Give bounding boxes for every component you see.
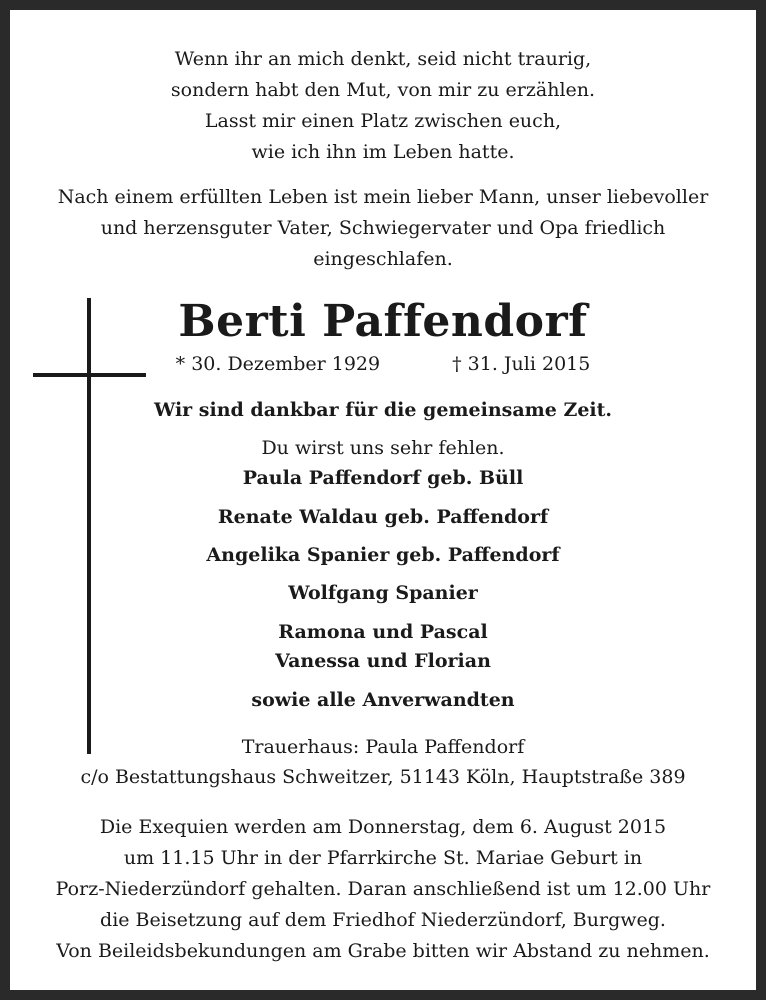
- deceased-name: Berti Paffendorf: [178, 296, 588, 347]
- funeral-line: Von Beileidsbekundungen am Grabe bitten wir Abstand zu nehmen.: [56, 940, 710, 962]
- poem-line: Lasst mir einen Platz zwischen euch,: [204, 110, 562, 132]
- poem-line: Wenn ihr an mich denkt, seid nicht traurig,: [174, 48, 592, 70]
- funeral-info: [0, 812, 766, 967]
- house-line: c/o Bestattungshaus Schweitzer, 51143 Köln, Hauptstraße 389: [80, 766, 686, 788]
- mourner-name: Ramona und Pascal: [278, 621, 488, 643]
- intro-text: [0, 182, 766, 275]
- mourner-name: Angelika Spanier geb. Paffendorf: [206, 544, 560, 566]
- mourner-name: Wolfgang Spanier: [288, 582, 478, 604]
- mourner-name: Renate Waldau geb. Paffendorf: [217, 506, 549, 528]
- miss-line: Du wirst uns sehr fehlen.: [261, 437, 505, 459]
- funeral-line: Die Exequien werden am Donnerstag, dem 6. August 2015: [99, 816, 667, 838]
- funeral-line: um 11.15 Uhr in der Pfarrkirche St. Mariae Geburt in: [123, 847, 643, 869]
- poem-line: wie ich ihn im Leben hatte.: [251, 141, 515, 163]
- intro-line: Nach einem erfüllten Leben ist mein lieber Mann, unser liebevoller: [57, 186, 709, 208]
- mourner-name: Vanessa und Florian: [275, 650, 491, 672]
- house-line: Trauerhaus: Paula Paffendorf: [241, 736, 525, 758]
- intro-line: und herzensguter Vater, Schwiegervater und Opa friedlich: [100, 217, 666, 239]
- thanks-line: Wir sind dankbar für die gemeinsame Zeit.: [153, 399, 613, 421]
- funeral-line: Porz-Niederzündorf gehalten. Daran anschließend ist um 12.00 Uhr: [55, 878, 711, 900]
- life-dates: [0, 350, 766, 378]
- mourning-house: [0, 732, 766, 792]
- poem: [0, 44, 766, 168]
- birth-date: * 30. Dezember 1929: [175, 353, 381, 375]
- intro-line: eingeschlafen.: [313, 248, 453, 270]
- death-date: † 31. Juli 2015: [452, 353, 591, 375]
- poem-line: sondern habt den Mut, von mir zu erzählen.: [170, 79, 596, 101]
- mourner-name: Paula Paffendorf geb. Büll: [242, 467, 524, 489]
- funeral-line: die Beisetzung auf dem Friedhof Niederzündorf, Burgweg.: [100, 909, 666, 931]
- relatives-line: sowie alle Anverwandten: [251, 689, 515, 711]
